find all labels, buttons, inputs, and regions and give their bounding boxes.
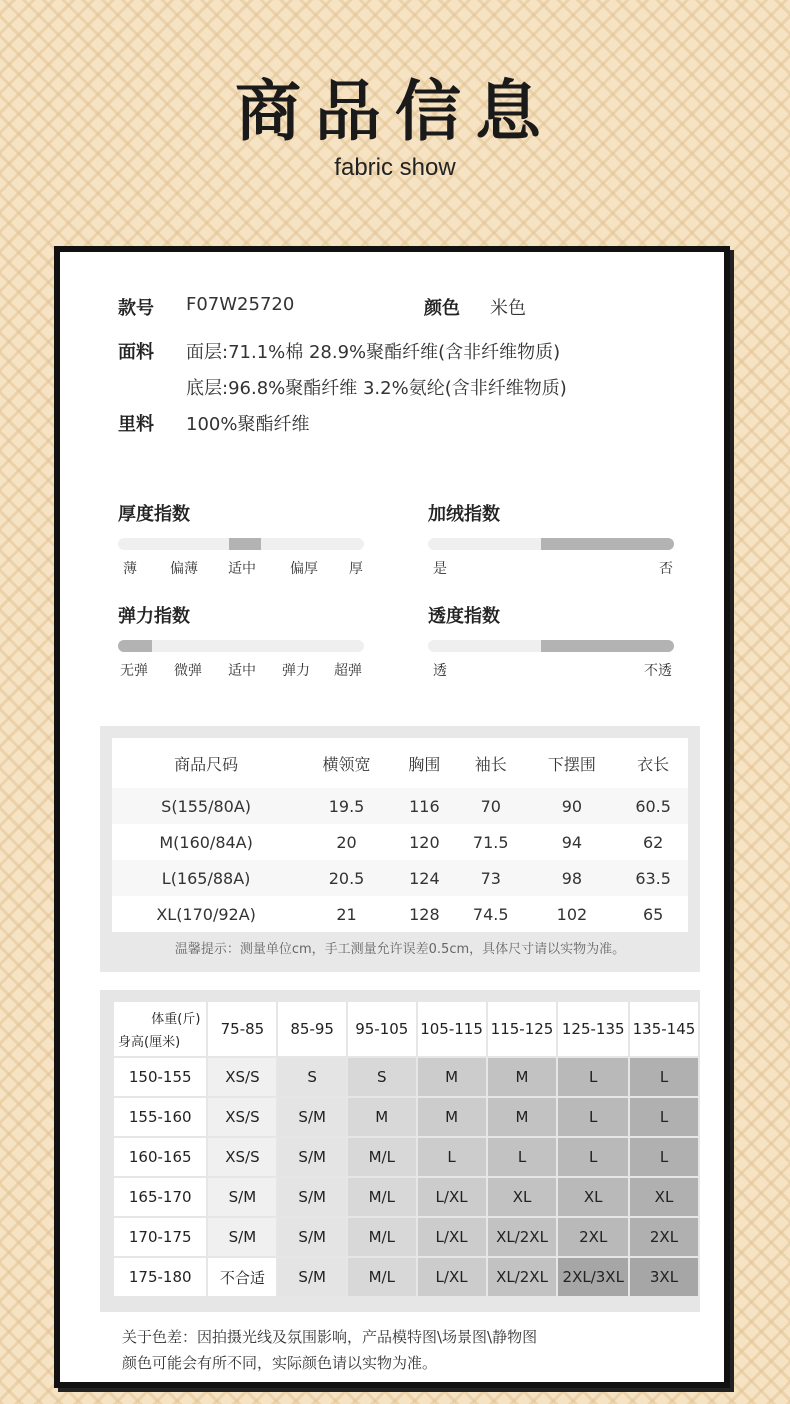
- recommend-cell: L: [558, 1098, 628, 1136]
- size-cell: L(165/88A): [112, 860, 300, 896]
- recommend-cell: S/M: [278, 1138, 346, 1176]
- table-row: [114, 1258, 698, 1296]
- recommend-cell: XL: [630, 1178, 698, 1216]
- thickness-index: [118, 500, 368, 590]
- size-cell: 102: [556, 904, 588, 924]
- height-axis-label: 身高(厘米): [118, 1035, 181, 1050]
- size-cell: 62: [642, 832, 664, 852]
- page-title: 商品信息: [235, 72, 555, 150]
- size-cell: S(155/80A): [112, 788, 300, 824]
- thickness-index-title: 厚度指数: [118, 504, 190, 525]
- note-line-1: 关于色差：因拍摄光线及氛围影响，产品模特图\场景图\静物图: [122, 1328, 538, 1346]
- transparency-tick: 透: [433, 663, 447, 679]
- recommend-cell: S/M: [278, 1218, 346, 1256]
- recommend-cell: S/M: [278, 1178, 346, 1216]
- recommend-cell: S/M: [208, 1178, 276, 1216]
- size-cell: 21: [336, 904, 357, 924]
- recommend-cell: L: [558, 1138, 628, 1176]
- fleece-fill: [541, 538, 674, 550]
- size-recommendation: [100, 990, 700, 1312]
- elasticity-tick: 弹力: [282, 663, 310, 679]
- recommend-cell: 不合适: [208, 1258, 276, 1296]
- page-subtitle: fabric show: [334, 154, 456, 181]
- size-cell: 90: [526, 788, 619, 824]
- height-header: 160-165: [114, 1138, 206, 1176]
- size-header-cell: 袖长: [474, 754, 507, 774]
- recommend-cell: S/M: [278, 1098, 346, 1136]
- product-info-panel: [54, 246, 730, 1388]
- recommend-table: [112, 1000, 700, 1298]
- size-cell: 116: [393, 788, 456, 824]
- fleece-track: [428, 538, 674, 550]
- style-no-label: 款号: [118, 298, 154, 319]
- thickness-tick: 厚: [349, 561, 363, 577]
- weight-header: 75-85: [208, 1002, 276, 1056]
- recommend-cell: XS/S: [208, 1058, 276, 1096]
- table-row: [114, 1058, 698, 1096]
- recommend-cell: M/L: [348, 1178, 416, 1216]
- recommend-cell: XS/S: [208, 1098, 276, 1136]
- transparency-track: [428, 640, 674, 652]
- size-cell: 74.5: [472, 904, 509, 924]
- transparency-fill: [541, 640, 674, 652]
- size-cell: 94: [561, 832, 583, 852]
- height-header: 150-155: [114, 1058, 206, 1096]
- fleece-index: [428, 500, 678, 590]
- height-header: 175-180: [114, 1258, 206, 1296]
- recommend-cell: L: [630, 1058, 698, 1096]
- height-header: 165-170: [114, 1178, 206, 1216]
- recommend-cell: L/XL: [418, 1218, 486, 1256]
- size-header-cell: 商品尺码: [174, 754, 239, 774]
- recommend-cell: XL: [558, 1178, 628, 1216]
- measurement-tip: 温馨提示：测量单位cm，手工测量允许误差0.5cm，具体尺寸请以实物为准。: [174, 942, 626, 957]
- thickness-tick: 偏薄: [170, 561, 198, 577]
- recommend-cell: M: [418, 1098, 486, 1136]
- size-header-cell: 下摆围: [547, 754, 596, 774]
- recommend-cell: 3XL: [630, 1258, 698, 1296]
- recommend-cell: M: [488, 1098, 557, 1136]
- elasticity-tick: 超弹: [334, 663, 362, 679]
- recommend-cell: XS/S: [208, 1138, 276, 1176]
- recommend-cell: XL: [488, 1178, 557, 1216]
- table-row: [114, 1178, 698, 1216]
- color-value: 米色: [490, 298, 526, 319]
- elasticity-fill: [118, 640, 152, 652]
- recommend-cell: M/L: [348, 1218, 416, 1256]
- thickness-tick: 薄: [123, 561, 137, 577]
- style-no-value: F07W25720: [186, 294, 295, 315]
- size-header-cell: 胸围: [408, 754, 441, 774]
- recommend-cell: S: [348, 1058, 416, 1096]
- color-difference-note: [122, 1324, 682, 1376]
- table-row: [114, 1138, 698, 1176]
- height-header: 170-175: [114, 1218, 206, 1256]
- recommend-cell: L: [630, 1138, 698, 1176]
- recommend-cell: S/M: [278, 1258, 346, 1296]
- size-cell: M(160/84A): [159, 832, 253, 852]
- size-cell: 19.5: [300, 788, 393, 824]
- recommend-cell: XL/2XL: [488, 1258, 557, 1296]
- elasticity-index-title: 弹力指数: [118, 606, 190, 627]
- recommend-cell: S/M: [208, 1218, 276, 1256]
- recommend-cell: L: [630, 1098, 698, 1136]
- recommend-header-row: [114, 1002, 698, 1056]
- size-cell: XL(170/92A): [156, 904, 256, 924]
- thickness-fill: [229, 538, 261, 550]
- lining-value: 100%聚酯纤维: [186, 414, 310, 435]
- recommend-cell: M: [488, 1058, 557, 1096]
- size-cell: 20: [336, 832, 357, 852]
- recommend-cell: L: [558, 1058, 628, 1096]
- weight-axis-label: 体重(斤): [151, 1012, 201, 1027]
- fabric-line-1: 面层:71.1%棉 28.9%聚酯纤维(含非纤维物质): [186, 342, 561, 363]
- size-cell: 20.5: [300, 860, 393, 896]
- weight-header: 125-135: [558, 1002, 628, 1056]
- weight-header: 85-95: [278, 1002, 346, 1056]
- recommend-cell: L/XL: [418, 1178, 486, 1216]
- recommend-cell: S: [278, 1058, 346, 1096]
- thickness-tick: 偏厚: [290, 561, 318, 577]
- recommend-cell: L: [488, 1138, 557, 1176]
- size-cell: 128: [409, 904, 440, 924]
- recommend-cell: L: [418, 1138, 486, 1176]
- size-cell: 70: [456, 788, 526, 824]
- table-row: [112, 860, 688, 896]
- elasticity-tick: 无弹: [120, 663, 148, 679]
- transparency-index: [428, 602, 678, 692]
- size-cell: 60.5: [618, 788, 688, 824]
- weight-header: 115-125: [488, 1002, 557, 1056]
- size-cell: 124: [393, 860, 456, 896]
- weight-header: 95-105: [348, 1002, 416, 1056]
- table-row: [112, 824, 688, 860]
- thickness-tick: 适中: [228, 561, 256, 577]
- table-row: [112, 788, 688, 824]
- size-cell: 73: [456, 860, 526, 896]
- recommend-cell: M: [418, 1058, 486, 1096]
- size-cell: 120: [409, 832, 440, 852]
- thickness-track: [118, 538, 364, 550]
- recommend-cell: L/XL: [418, 1258, 486, 1296]
- recommend-cell: 2XL: [630, 1218, 698, 1256]
- size-chart: [100, 726, 700, 972]
- size-header-cell: 衣长: [637, 754, 670, 774]
- recommend-cell: 2XL/3XL: [558, 1258, 628, 1296]
- height-header: 155-160: [114, 1098, 206, 1136]
- recommend-corner: [114, 1002, 206, 1056]
- page-header: [0, 70, 790, 182]
- table-row: [114, 1098, 698, 1136]
- size-header-cell: 横领宽: [322, 754, 371, 774]
- fabric-line-2: 底层:96.8%聚酯纤维 3.2%氨纶(含非纤维物质): [186, 378, 567, 399]
- color-label: 颜色: [424, 298, 460, 319]
- elasticity-tick: 适中: [228, 663, 256, 679]
- table-row: [112, 896, 688, 932]
- recommend-cell: 2XL: [558, 1218, 628, 1256]
- fleece-tick: 否: [659, 561, 673, 577]
- size-table: [112, 738, 688, 932]
- weight-header: 135-145: [630, 1002, 698, 1056]
- size-cell: 98: [526, 860, 619, 896]
- size-table-header: [112, 738, 688, 788]
- elasticity-index: [118, 602, 368, 692]
- fabric-label: 面料: [118, 342, 154, 363]
- elasticity-track: [118, 640, 364, 652]
- table-row: [114, 1218, 698, 1256]
- transparency-tick: 不透: [644, 663, 672, 679]
- recommend-cell: M: [348, 1098, 416, 1136]
- weight-header: 105-115: [418, 1002, 486, 1056]
- size-cell: 71.5: [472, 832, 509, 852]
- lining-label: 里料: [118, 414, 154, 435]
- recommend-cell: M/L: [348, 1138, 416, 1176]
- recommend-cell: XL/2XL: [488, 1218, 557, 1256]
- fleece-index-title: 加绒指数: [428, 504, 500, 525]
- recommend-cell: M/L: [348, 1258, 416, 1296]
- size-cell: 65: [642, 904, 664, 924]
- size-cell: 63.5: [618, 860, 688, 896]
- fleece-tick: 是: [433, 561, 447, 577]
- note-line-2: 颜色可能会有所不同，实际颜色请以实物为准。: [122, 1354, 438, 1372]
- transparency-index-title: 透度指数: [428, 606, 500, 627]
- elasticity-tick: 微弹: [174, 663, 202, 679]
